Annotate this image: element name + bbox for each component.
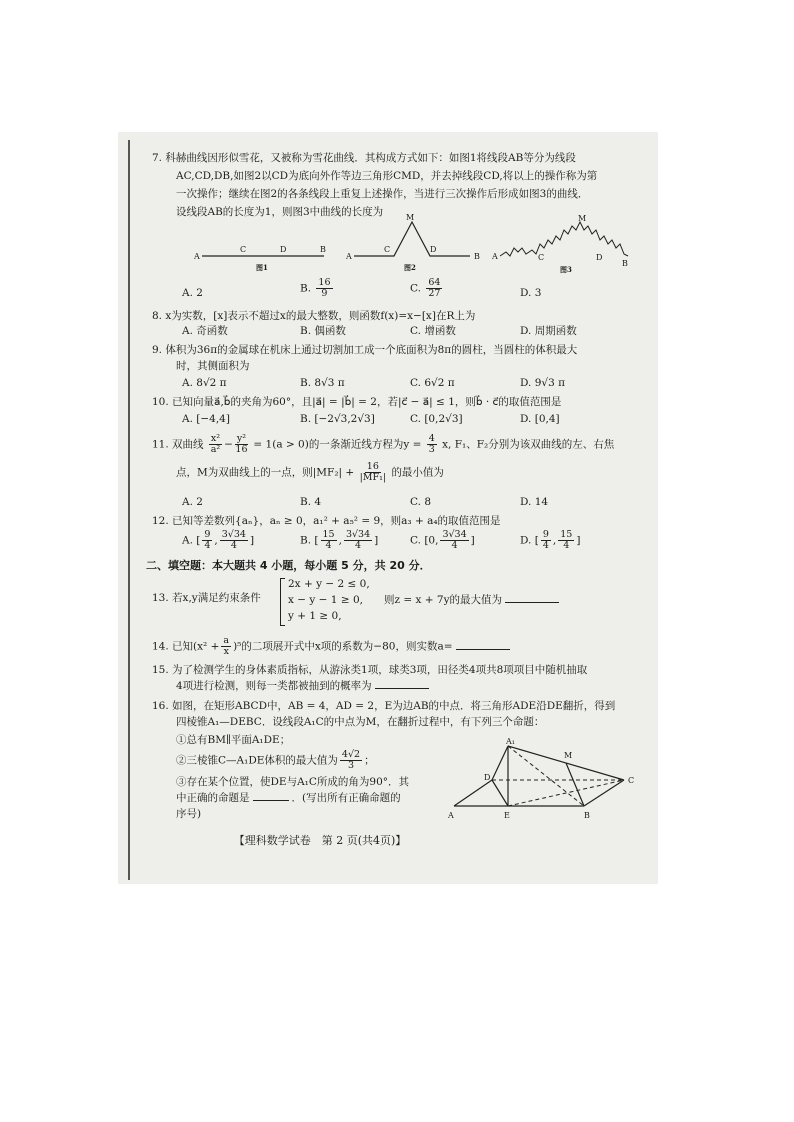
q15-answer-blank[interactable] <box>375 678 429 689</box>
q11-option-c: C. 8 <box>410 496 432 508</box>
svg-text:D: D <box>280 245 287 254</box>
q7-option-c: C. $\frac{64}{27}$ <box>410 277 441 299</box>
svg-text:图1: 图1 <box>256 263 268 272</box>
q7-figure-2 <box>345 214 480 272</box>
q15-line-1: 15. 为了检测学生的身体素质指标，从游泳类1项，球类3项，田径类4项共8项项目中随机抽取 <box>152 664 588 676</box>
q12-option-c: C. [0, $\frac{3√34}{4}$ ] <box>410 529 475 551</box>
q12-option-d: D. [ $\frac{9}{4}$ , $\frac{15}{4}$ ] <box>520 529 581 551</box>
q9-option-b: B. 8√3 π <box>300 377 345 389</box>
binding-line <box>128 140 130 880</box>
q12-option-a: A. [ $\frac{9}{4}$ , $\frac{3√34}{4}$ ] <box>182 529 255 551</box>
svg-text:M: M <box>578 214 587 223</box>
q14-fraction: $\frac{a}{x}$ <box>223 635 230 657</box>
q7-option-a: A. 2 <box>182 287 203 299</box>
q9-option-c: C. 6√2 π <box>410 377 455 389</box>
q10-option-c: C. [0,2√3] <box>410 413 463 425</box>
svg-text:M: M <box>564 751 573 760</box>
svg-text:C: C <box>538 253 545 262</box>
svg-text:A₁: A₁ <box>506 738 515 746</box>
q11-y-term: $\frac{\text{y²}}{16}$ <box>235 433 248 455</box>
q13-constraint-1: 2x + y − 2 ≤ 0, <box>288 578 370 590</box>
q7-koch-figures <box>192 214 632 278</box>
q12-option-b: B. [ $\frac{15}{4}$ , $\frac{3√34}{4}$ ] <box>300 529 379 551</box>
page-footer: 【理科数学试卷 第 2 页(共4页)】 <box>233 834 407 847</box>
svg-text:A: A <box>194 252 200 261</box>
svg-text:A: A <box>448 811 454 820</box>
q11-option-a: A. 2 <box>182 496 203 508</box>
q7-option-b: B. $\frac{16}{9}$ <box>300 277 331 299</box>
q11-line-2: 点，M为双曲线上的一点，则|MF₂| + $\frac{16}{\text{|MF₁|}}$ 的最小值为 <box>176 461 444 483</box>
q10-option-b: B. [−2√3,2√3] <box>300 413 375 425</box>
svg-text:B: B <box>474 252 480 261</box>
svg-text:图2: 图2 <box>404 263 416 272</box>
svg-text:B: B <box>320 245 326 254</box>
q16-line-1: 16. 如图，在矩形ABCD中，AB = 4，AD = 2，E为边AB的中点．将三角形ADE沿DE翻折，得到 <box>152 700 616 712</box>
q7-line-1: 7. 科赫曲线因形似雪花，又被称为雪花曲线．其构成方式如下：如图1将线段AB等分为线段 <box>152 152 576 164</box>
q16-line-2: 四棱锥A₁—DEBC．设线段A₁C的中点为M，在翻折过程中，有下列三个命题： <box>176 716 545 728</box>
q13-brace <box>280 578 285 626</box>
q8-option-b: B. 偶函数 <box>300 325 346 337</box>
q13-question: 则z = x + 7y的最大值为 <box>384 592 562 608</box>
q9-option-d: D. 9√3 π <box>520 377 566 389</box>
q13-constraint-2: x − y − 1 ≥ 0, <box>288 594 363 606</box>
q16-statement-2: ②三棱锥C—A₁DE体积的最大值为 $\frac{4√2}{3}$ ； <box>176 749 375 771</box>
q8-line-1: 8. x为实数，[x]表示不超过x的最大整数，则函数f(x)=x−[x]在R上为 <box>152 310 476 322</box>
q8-option-a: A. 奇函数 <box>182 325 228 337</box>
svg-text:C: C <box>240 245 247 254</box>
q7-figure-3 <box>491 214 628 274</box>
q7-option-c-fraction: $\frac{64}{27}$ <box>428 277 441 299</box>
q13-prefix: 13. 若x,y满足约束条件 <box>152 592 261 604</box>
q10-option-a: A. [−4,4] <box>182 413 230 425</box>
svg-text:图3: 图3 <box>560 265 572 274</box>
q11-option-d: D. 14 <box>520 496 549 508</box>
q11-term-fraction: $\frac{16}{\text{|MF₁|}}$ <box>359 461 387 483</box>
q16-answer-line: 中正确的命题是 ．(写出所有正确命题的 <box>176 792 401 804</box>
q7-option-d: D. 3 <box>520 287 542 299</box>
q16-statement-3: ③存在某个位置，使DE与A₁C所成的角为90°．其 <box>176 776 410 788</box>
q14-answer-blank[interactable] <box>456 639 510 650</box>
q7-line-4: 设线段AB的长度为1，则图3中曲线的长度为 <box>176 206 384 218</box>
q8-option-c: C. 增函数 <box>410 325 456 337</box>
svg-text:D: D <box>596 253 603 262</box>
q16-pyramid-figure <box>448 738 644 822</box>
q15-line-2: 4项进行检测，则每一类都被抽到的概率为 <box>176 678 432 694</box>
q10-option-d: D. [0,4] <box>520 413 560 425</box>
q13-answer-blank[interactable] <box>505 592 559 603</box>
q11-slope: $\frac{4}{3}$ <box>428 433 435 455</box>
q11-x-term: $\frac{\text{x²}}{\text{a²}}$ <box>210 433 221 455</box>
exam-page <box>146 142 646 877</box>
q12-line-1: 12. 已知等差数列{aₙ}，aₙ ≥ 0，a₁² + a₅² = 9，则a₃ + a₄的取值范围是 <box>152 515 501 527</box>
svg-text:D: D <box>484 773 491 782</box>
q9-option-a: A. 8√2 π <box>182 377 227 389</box>
svg-text:B: B <box>622 259 628 268</box>
q16-answer-line-2: 序号) <box>176 808 202 820</box>
q7-line-2: AC,CD,DB,如图2以CD为底向外作等边三角形CMD，并去掉线段CD,将以上的操作称为第 <box>176 170 598 182</box>
svg-text:M: M <box>406 214 415 222</box>
q7-option-b-fraction: $\frac{16}{9}$ <box>318 277 331 299</box>
q13-constraint-3: y + 1 ≥ 0, <box>288 610 342 622</box>
svg-text:C: C <box>628 776 635 785</box>
svg-text:D: D <box>430 245 437 254</box>
q16-statement-1: ①总有BM∥平面A₁DE； <box>176 734 291 746</box>
q14-line: 14. 已知(x² + $\frac{a}{x}$ )⁵的二项展开式中x项的系数为−80，则实数a= <box>152 636 513 657</box>
q11-option-b: B. 4 <box>300 496 322 508</box>
q16-fraction: $\frac{4√2}{3}$ <box>341 749 361 771</box>
q8-option-d: D. 周期函数 <box>520 325 577 337</box>
q9-line-1: 9. 体积为36π的金属球在机床上通过切割加工成一个底面积为8π的圆柱，当圆柱的体积最大 <box>152 344 578 356</box>
q16-answer-blank[interactable] <box>253 790 289 801</box>
q7-line-3: 一次操作；继续在图2的各条线段上重复上述操作，当进行三次操作后形成如图3的曲线． <box>176 188 589 200</box>
q11-line-1: 11. 双曲线 $\frac{\text{x²}}{\text{a²}}$ − $\frac{\text{y²}}{16}$ = 1(a > 0)的一条渐近线方程为y = $\frac{4}{3}$ x, F₁、F₂分别为该双曲线的左、右焦 <box>152 433 615 455</box>
svg-text:A: A <box>346 252 352 261</box>
svg-text:A: A <box>492 252 498 261</box>
q9-line-2: 时，其侧面积为 <box>176 360 250 372</box>
q10-line-1: 10. 已知向量a⃗,b⃗的夹角为60°，且|a⃗| = |b⃗| = 2，若|c⃗ − a⃗| ≤ 1，则b⃗ · c⃗的取值范围是 <box>152 396 562 408</box>
svg-text:C: C <box>384 245 391 254</box>
q7-figure-1 <box>193 245 326 272</box>
section-2-heading: 二、填空题：本大题共 4 小题，每小题 5 分，共 20 分． <box>146 559 431 572</box>
svg-text:B: B <box>584 811 590 820</box>
svg-text:E: E <box>504 811 510 820</box>
